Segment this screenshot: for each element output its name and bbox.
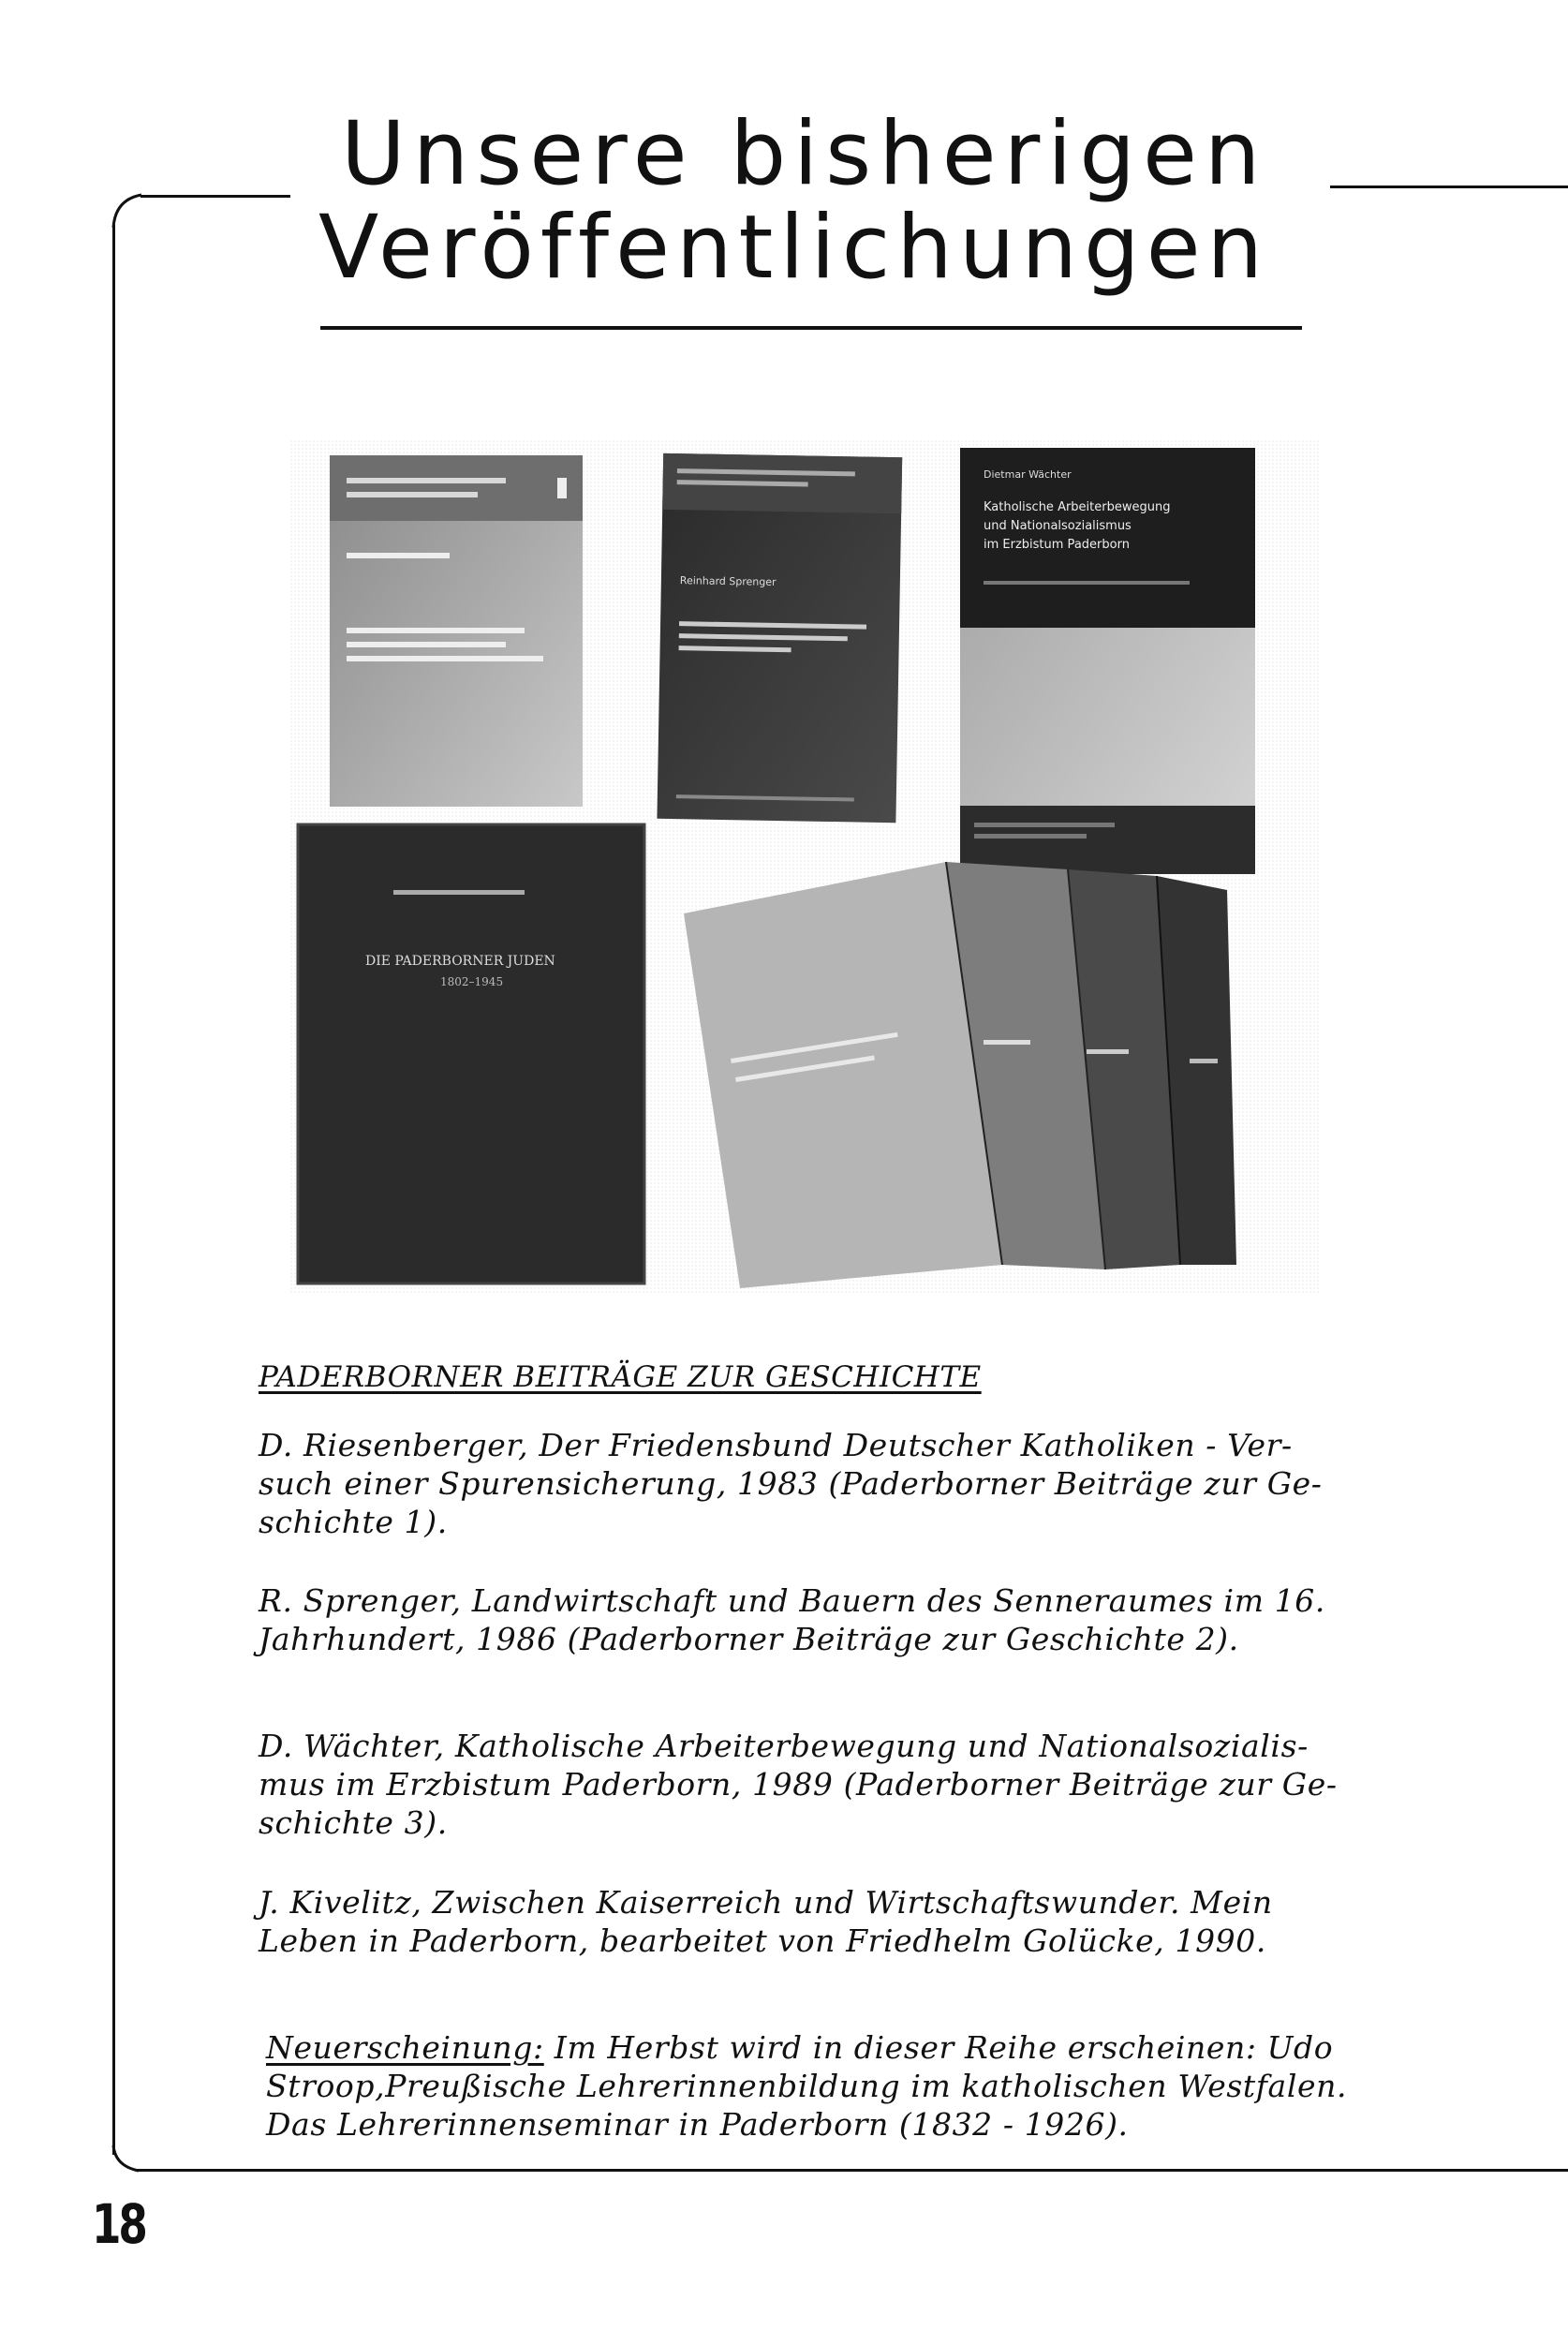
book-stack-fanned [684,862,1236,1288]
entry-line: Leben in Paderborn, bearbeitet von Friedhelm Golücke, 1990. [259,1922,1266,1959]
frame-top-left-line [141,195,290,198]
frame-bottom-line [136,2169,1568,2172]
book-waechter [960,448,1255,874]
series-heading: PADERBORNER BEITRÄGE ZUR GESCHICHTE [259,1360,982,1394]
entry-line: Jahrhundert, 1986 (Paderborner Beiträge zur Geschichte 2). [259,1621,1239,1657]
waechter-cover-title-1: Katholische Arbeiterbewegung [984,500,1171,514]
entry-kivelitz [259,1883,1429,1960]
announcement-line-1 [266,2028,1432,2067]
entry-line: J. Kivelitz, Zwischen Kaiserreich und Wirtschaftswunder. Mein [259,1884,1273,1921]
juden-cover-title: DIE PADERBORNER JUDEN [365,954,555,969]
title-line-1: Unsere bisherigen [341,103,1268,205]
entry-line: R. Sprenger, Landwirtschaft und Bauern des Senneraumes im 16. [259,1582,1325,1619]
entry-line: D. Riesenberger, Der Friedensbund Deutscher Katholiken - Ver- [259,1427,1293,1463]
entry-line: schichte 1). [259,1504,448,1540]
frame-corner-top [111,192,148,230]
juden-cover-years: 1802–1945 [440,975,504,988]
announcement-line-1-text: Im Herbst wird in dieser Reihe erscheinen: Udo [543,2029,1334,2066]
sprenger-cover-author: Reinhard Sprenger [679,574,777,588]
entry-waechter [259,1727,1429,1842]
entry-line: schichte 3). [259,1804,448,1841]
announcement [266,2028,1432,2144]
page-number: 18 [92,2192,145,2256]
frame-top-right-line [1330,186,1568,188]
waechter-cover-title-3: im Erzbistum Paderborn [984,538,1130,552]
book-riesenberger [330,455,583,807]
page-title [318,103,1311,299]
entry-sprenger [259,1581,1429,1658]
announcement-label: Neuerscheinung: [266,2029,544,2066]
entry-line: mus im Erzbistum Paderborn, 1989 (Paderborner Beiträge zur Ge- [259,1766,1338,1803]
entry-riesenberger [259,1426,1429,1541]
entry-line: such einer Spurensicherung, 1983 (Paderborner Beiträge zur Ge- [259,1465,1323,1502]
announcement-line-2: Stroop,Preußische Lehrerinnenbildung im katholischen Westfalen. [266,2068,1348,2104]
entry-line: D. Wächter, Katholische Arbeiterbewegung und Nationalsozialis- [259,1728,1309,1764]
waechter-cover-title-2: und Nationalsozialismus [984,519,1132,533]
title-underline [320,326,1302,330]
book-paderborner-juden [298,824,644,1284]
title-line-2: Veröffentlichungen [318,197,1270,299]
book-covers-photo [290,440,1321,1293]
book-sprenger [657,453,902,823]
frame-left-line [112,225,115,2155]
waechter-cover-author: Dietmar Wächter [984,468,1072,481]
announcement-line-3: Das Lehrerinnenseminar in Paderborn (1832 - 1926). [266,2106,1129,2143]
